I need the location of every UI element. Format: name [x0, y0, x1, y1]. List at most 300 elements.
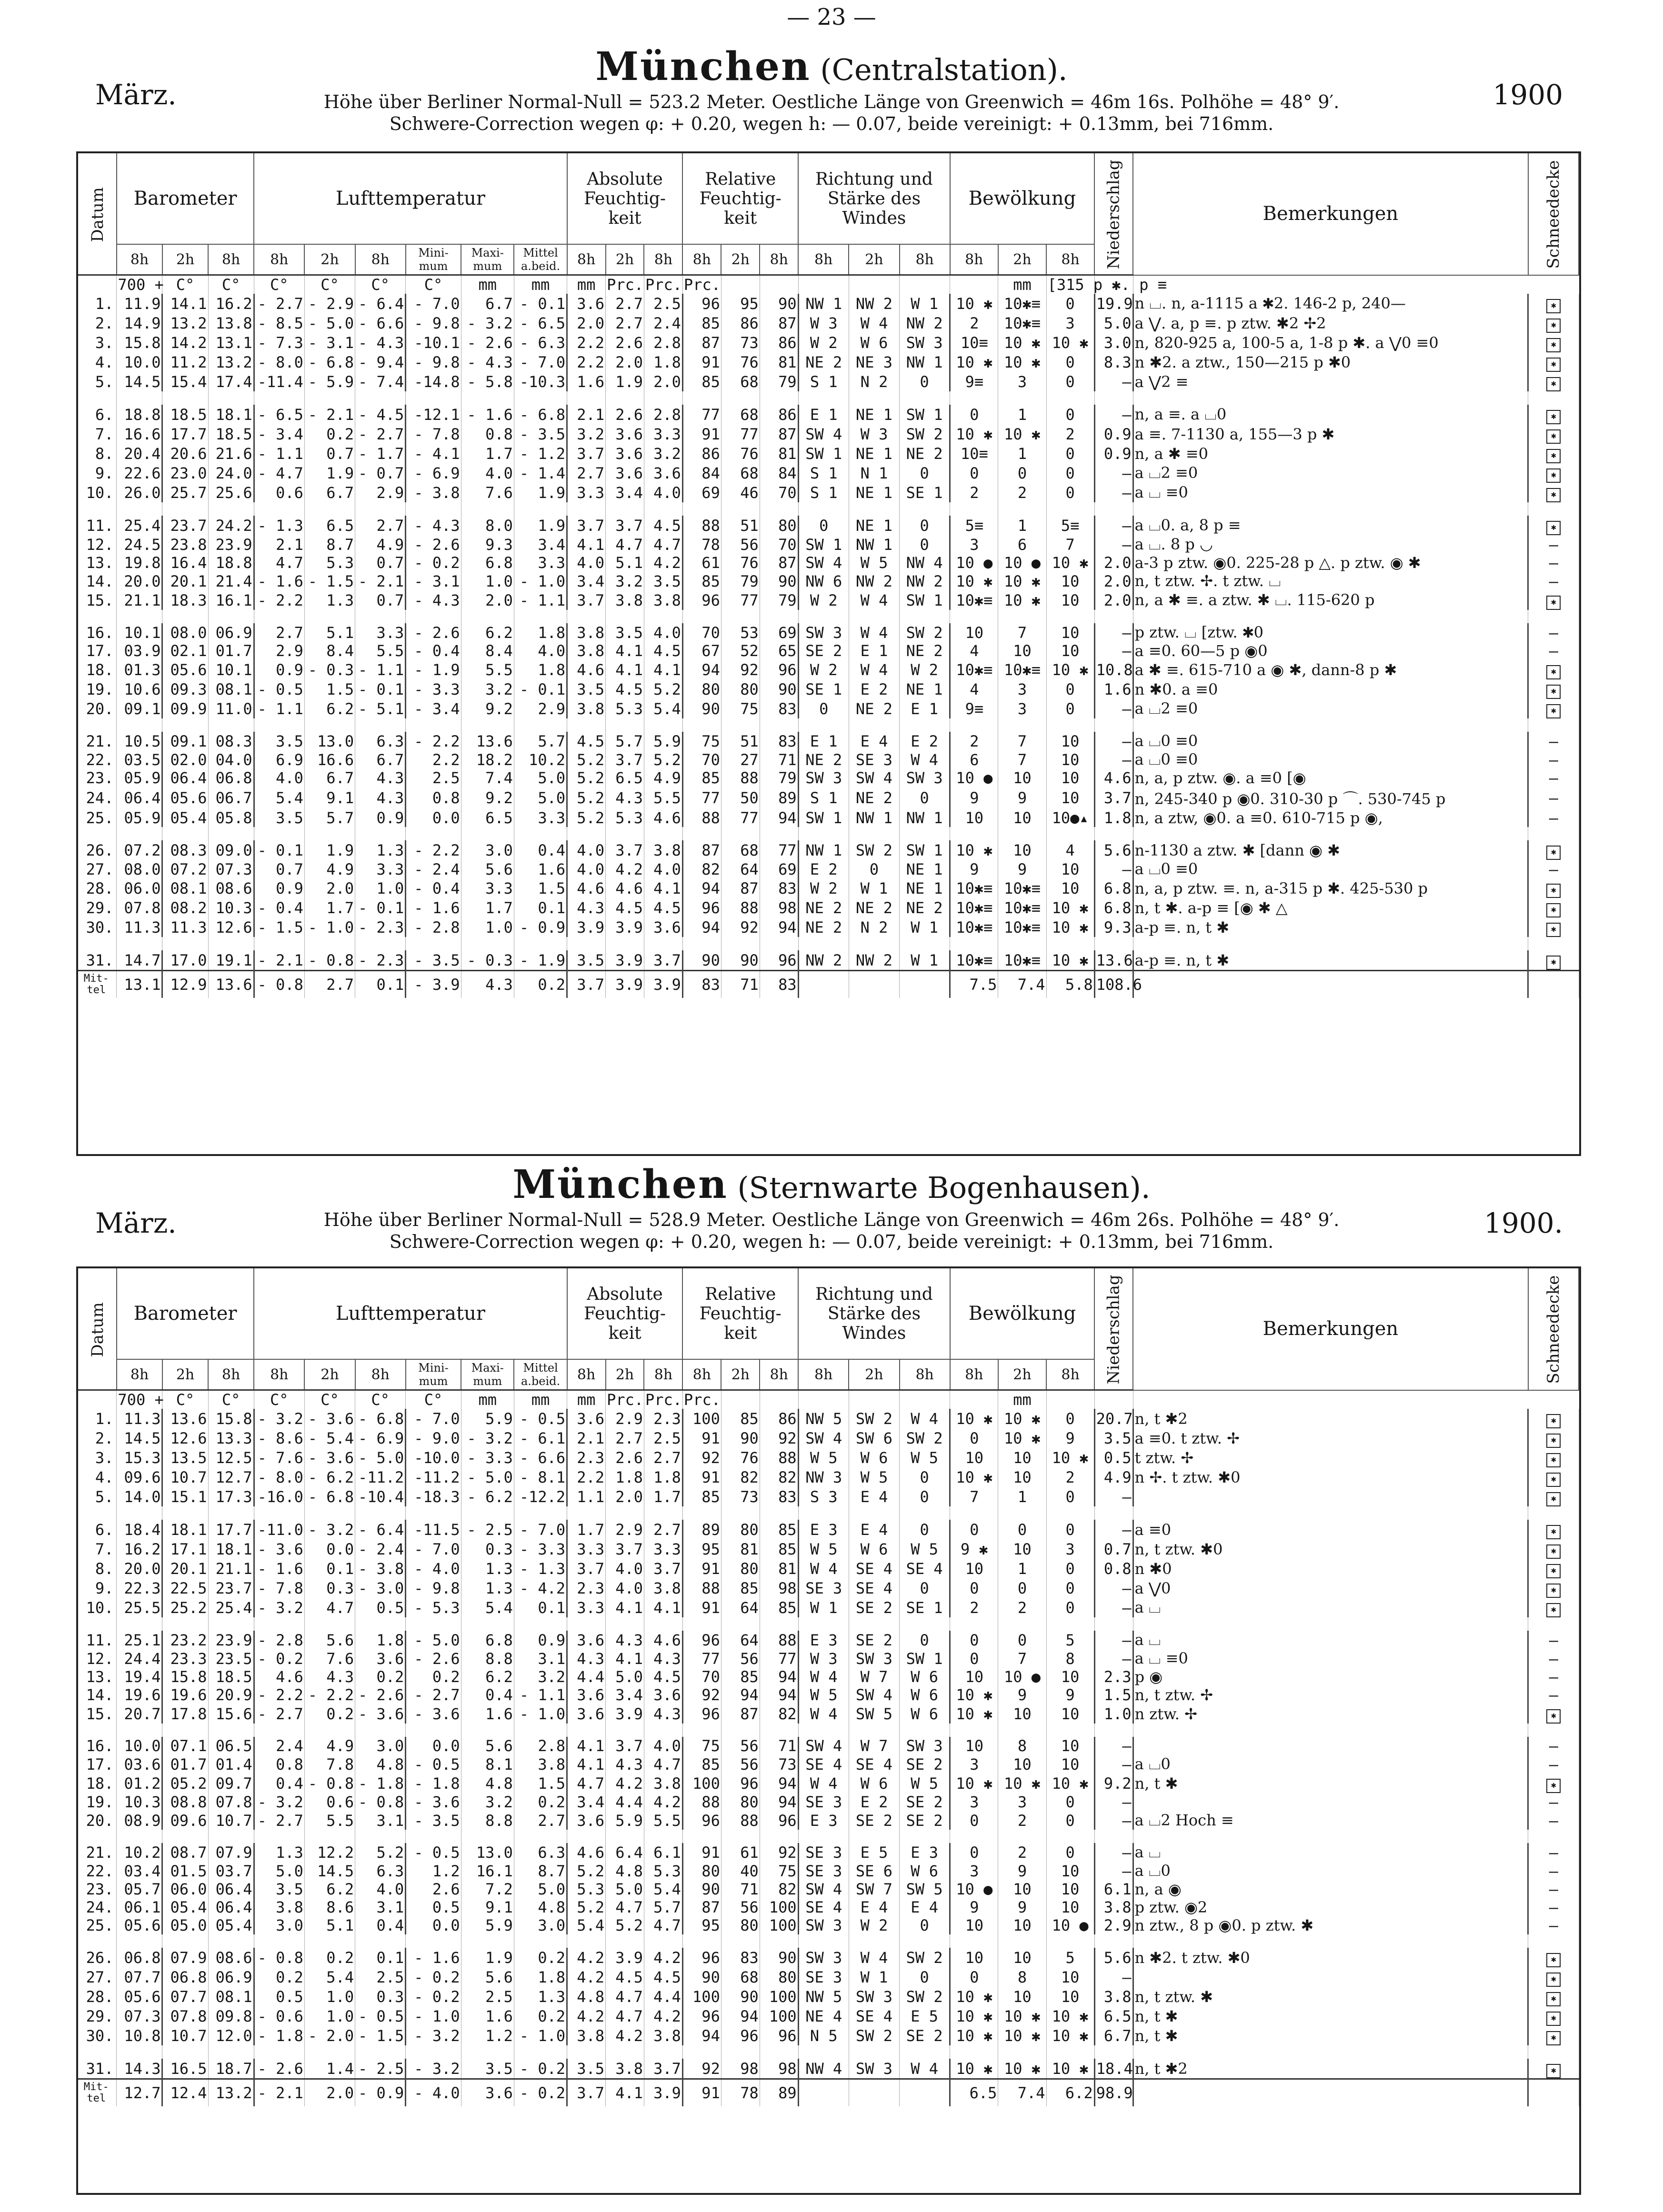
data-cell: 10 — [998, 1880, 1046, 1898]
snow-cover-cell — [1528, 878, 1579, 898]
data-cell: — — [1094, 483, 1133, 502]
data-cell: 51 — [721, 516, 760, 535]
data-cell: 90 — [721, 1428, 760, 1448]
spacer-cell — [406, 937, 461, 950]
spacer-cell — [162, 937, 208, 950]
data-cell: 76 — [721, 554, 760, 572]
data-cell: W 1 — [900, 917, 950, 937]
data-cell: 5.5 — [644, 1811, 682, 1830]
data-cell: - 7.0 — [406, 1539, 461, 1559]
data-cell: 90 — [682, 950, 721, 971]
remark-cell: n ✱0. a ≡0 — [1133, 679, 1528, 699]
data-cell: — — [1094, 372, 1133, 391]
remark-cell: a ⌴. 8 p ◡ — [1133, 535, 1528, 554]
spacer-cell — [254, 391, 304, 405]
snow-cover-icon: ✱ — [1546, 923, 1561, 937]
data-cell: 15.8 — [162, 1668, 208, 1686]
data-cell: 10✱≡ — [998, 294, 1046, 313]
data-cell: 90 — [721, 950, 760, 971]
data-cell: - 1.1 — [355, 660, 406, 679]
data-cell: 3 — [950, 1793, 998, 1811]
data-cell: 24. — [78, 1898, 117, 1916]
data-cell: - 2.5 — [461, 1520, 514, 1539]
mittel-cell: 7.5 — [950, 971, 998, 998]
data-cell: 5≡ — [1046, 516, 1094, 535]
header-sub-label: 2h — [606, 244, 644, 275]
data-cell: SW 5 — [900, 1880, 950, 1898]
data-cell: - 0.1 — [355, 898, 406, 917]
units-cell: mm — [461, 1390, 514, 1409]
remark-cell: a ⌴0. a, 8 p ≡ — [1133, 516, 1528, 535]
spacer-cell — [1133, 1506, 1528, 1520]
header-wind: Richtung und Stärke des Windes — [798, 1268, 950, 1359]
units-cell: mm — [567, 275, 606, 294]
snow-cover-cell — [1528, 516, 1579, 535]
data-cell: 94 — [760, 809, 798, 827]
table-row — [78, 483, 1579, 502]
units-cell: 700 + — [117, 275, 162, 294]
spacer-cell — [760, 2045, 798, 2059]
data-cell: 19.1 — [208, 950, 254, 971]
spacer-cell — [78, 1506, 117, 1520]
data-cell: 2.9 — [355, 483, 406, 502]
data-cell: 17. — [78, 1755, 117, 1774]
data-cell: 23.8 — [162, 535, 208, 554]
data-cell: 8.0 — [461, 516, 514, 535]
snow-cover-icon: ✱ — [1546, 903, 1561, 917]
data-cell: 0 — [950, 1520, 998, 1539]
units-cell — [721, 1390, 760, 1409]
data-cell: 5.7 — [304, 809, 355, 827]
table-row — [78, 1631, 1579, 1649]
units-cell: C° — [406, 275, 461, 294]
data-cell: - 2.0 — [304, 2026, 355, 2045]
spacer-cell — [644, 391, 682, 405]
data-cell: 8. — [78, 444, 117, 463]
data-cell: 80 — [721, 1916, 760, 1934]
data-cell: 21.1 — [117, 590, 162, 610]
data-cell: 7.6 — [461, 483, 514, 502]
data-cell: 4.6 — [644, 809, 682, 827]
data-cell: 13. — [78, 1668, 117, 1686]
mittel-cell: 7.4 — [998, 971, 1046, 998]
units-cell: C° — [254, 275, 304, 294]
data-cell: 0.2 — [514, 1948, 567, 1967]
data-cell: 0 — [798, 516, 849, 535]
snow-cover-icon: ✱ — [1546, 1584, 1561, 1598]
data-cell: SE 2 — [798, 642, 849, 660]
spacer-cell — [1528, 2045, 1579, 2059]
data-cell: 4. — [78, 352, 117, 372]
data-cell: SW 3 — [798, 1916, 849, 1934]
spacer-cell — [514, 718, 567, 732]
snow-cover-cell — [1528, 405, 1579, 424]
data-cell: - 2.4 — [406, 860, 461, 878]
spacer-cell — [254, 2045, 304, 2059]
data-cell: 3.5 — [567, 679, 606, 699]
data-cell: 90 — [760, 572, 798, 590]
snow-cover-cell — [1528, 1948, 1579, 1967]
spacer-cell — [304, 2045, 355, 2059]
data-cell: 4.1 — [567, 1755, 606, 1774]
data-cell: - 2.7 — [254, 1811, 304, 1830]
data-cell: 6.7 — [355, 750, 406, 769]
data-cell: 30. — [78, 2026, 117, 2045]
data-cell: 4.7 — [644, 535, 682, 554]
header-datum: Datum — [78, 1268, 117, 1390]
data-cell: 3 — [998, 679, 1046, 699]
data-cell: SW 3 — [849, 2059, 899, 2079]
data-cell: W 4 — [849, 1948, 899, 1967]
table-row — [78, 1598, 1579, 1617]
data-cell: 94 — [682, 878, 721, 898]
data-cell: 08.3 — [162, 840, 208, 860]
snow-cover-icon: ✱ — [1546, 521, 1561, 535]
data-cell: - 6.4 — [355, 294, 406, 313]
data-cell: 0.7 — [254, 860, 304, 878]
spacer-cell — [117, 1617, 162, 1631]
data-cell: 06.7 — [208, 787, 254, 809]
snow-cover-cell — [1528, 1967, 1579, 1987]
data-cell: 1.5 — [514, 1774, 567, 1793]
data-cell: 10 — [1046, 623, 1094, 642]
data-cell: E 1 — [849, 642, 899, 660]
snow-cover-cell: — — [1528, 642, 1579, 660]
table-row — [78, 1948, 1579, 1967]
data-cell: 4.1 — [567, 535, 606, 554]
units-cell: C° — [254, 1390, 304, 1409]
mittel-cell — [900, 971, 950, 998]
spacer-cell — [798, 1506, 849, 1520]
data-cell: W 3 — [798, 313, 849, 333]
remark-cell: a ⌴0 ≡0 — [1133, 750, 1528, 769]
data-cell: 10 ✱ — [1046, 660, 1094, 679]
spacer-cell — [798, 502, 849, 516]
data-cell: 0 — [998, 1578, 1046, 1598]
data-cell: 91 — [682, 1598, 721, 1617]
table-row — [78, 860, 1579, 878]
data-cell: 8.7 — [304, 535, 355, 554]
data-cell: W 5 — [900, 1774, 950, 1793]
data-cell: 24. — [78, 787, 117, 809]
units-cell — [1046, 1390, 1094, 1409]
data-cell: 3 — [998, 1793, 1046, 1811]
data-cell: 25.2 — [162, 1598, 208, 1617]
remark-cell: n, a, p ztw. ◉. a ≡0 [◉ — [1133, 769, 1528, 787]
data-cell: 4.2 — [644, 1793, 682, 1811]
data-cell: 4.3 — [567, 898, 606, 917]
snow-cover-cell — [1528, 1409, 1579, 1428]
data-cell: SW 3 — [798, 623, 849, 642]
snow-cover-cell — [1528, 1448, 1579, 1467]
data-cell: - 3.8 — [355, 1559, 406, 1578]
data-cell: - 3.3 — [461, 1448, 514, 1467]
data-cell: 9 — [1046, 1686, 1094, 1704]
data-cell: 2.7 — [355, 516, 406, 535]
data-cell: 6.1 — [1094, 1880, 1133, 1898]
data-cell: 15.6 — [208, 1704, 254, 1724]
data-cell: 3 — [1046, 1539, 1094, 1559]
spacer-cell — [355, 1724, 406, 1737]
remark-cell: a ⌴2 ≡0 — [1133, 699, 1528, 718]
data-cell: - 2.4 — [355, 1539, 406, 1559]
data-cell: 82 — [760, 1467, 798, 1487]
data-cell: - 0.1 — [514, 679, 567, 699]
page-number: — 23 — — [787, 4, 876, 30]
data-cell: 0.0 — [406, 1737, 461, 1755]
header-sub-label: Maxi-mum — [461, 1359, 514, 1390]
data-cell: 5.9 — [644, 732, 682, 750]
spacer-cell — [1133, 1724, 1528, 1737]
data-cell: 5.2 — [644, 750, 682, 769]
data-cell: 0.5 — [254, 1987, 304, 2006]
data-cell: 23.0 — [162, 463, 208, 483]
data-cell: — — [1094, 1520, 1133, 1539]
data-cell: 80 — [721, 1559, 760, 1578]
data-cell: 4.2 — [606, 2026, 644, 2045]
data-cell: 10.3 — [208, 898, 254, 917]
data-cell: NW 2 — [849, 572, 899, 590]
data-cell: 4.6 — [1094, 769, 1133, 787]
data-cell: - 4.3 — [406, 590, 461, 610]
data-cell: 4.1 — [567, 1737, 606, 1755]
header-sub-label: 8h — [567, 244, 606, 275]
data-cell: 24.2 — [208, 516, 254, 535]
data-cell: 0.1 — [514, 898, 567, 917]
data-cell: 19.6 — [117, 1686, 162, 1704]
spacer-cell — [998, 937, 1046, 950]
data-cell: 10 ✱ — [950, 1774, 998, 1793]
units-cell — [849, 275, 899, 294]
spacer-cell — [162, 502, 208, 516]
data-cell: 10✱≡ — [950, 917, 998, 937]
data-cell: 17.7 — [162, 424, 208, 444]
units-cell: Prc. — [644, 275, 682, 294]
data-cell: E 3 — [798, 1631, 849, 1649]
data-cell: 0.9 — [254, 660, 304, 679]
spacer-cell — [514, 1617, 567, 1631]
units-cell: Prc. — [682, 275, 721, 294]
data-cell: 12.6 — [162, 1428, 208, 1448]
spacer-cell — [606, 2045, 644, 2059]
data-cell: 1 — [998, 516, 1046, 535]
data-cell: 25.6 — [208, 483, 254, 502]
data-cell: 92 — [721, 917, 760, 937]
snow-cover-icon: ✱ — [1546, 1992, 1561, 2006]
data-cell: 18.8 — [117, 405, 162, 424]
spacer-cell — [1528, 610, 1579, 623]
data-cell: 3.1 — [355, 1811, 406, 1830]
data-cell: 0 — [950, 1843, 998, 1862]
data-cell: 0 — [1046, 352, 1094, 372]
data-cell: 79 — [760, 590, 798, 610]
data-cell: 0.9 — [355, 809, 406, 827]
data-cell: SW 4 — [798, 1428, 849, 1448]
data-cell: — — [1094, 642, 1133, 660]
data-cell: 91 — [682, 1843, 721, 1862]
data-cell: 2.5 — [644, 294, 682, 313]
data-cell: - 2.6 — [461, 333, 514, 352]
data-cell: 10 — [1046, 1755, 1094, 1774]
data-cell: 2.0 — [644, 372, 682, 391]
spacer-cell — [682, 502, 721, 516]
data-cell: 3.3 — [355, 860, 406, 878]
data-cell: 2.9 — [1094, 1916, 1133, 1934]
data-cell: 2.5 — [355, 1967, 406, 1987]
data-cell: - 2.1 — [355, 572, 406, 590]
spacer-cell — [162, 610, 208, 623]
data-cell: 2.3 — [567, 1448, 606, 1467]
remark-cell: p ztw. ◉2 — [1133, 1898, 1528, 1916]
data-cell: - 3.6 — [254, 1539, 304, 1559]
data-cell: NE 2 — [900, 642, 950, 660]
snow-cover-icon: ✱ — [1546, 488, 1561, 502]
mittel-cell: 12.9 — [162, 971, 208, 998]
units-cell: Prc. — [606, 1390, 644, 1409]
data-cell: 5.1 — [304, 623, 355, 642]
data-cell: 86 — [760, 333, 798, 352]
data-cell: 10 ✱ — [1046, 2006, 1094, 2026]
data-cell: 4.9 — [355, 535, 406, 554]
data-cell: 96 — [682, 1704, 721, 1724]
data-cell: 3.5 — [461, 2059, 514, 2079]
data-table — [78, 1268, 1579, 2106]
spacer-cell — [406, 502, 461, 516]
data-cell: 10 — [998, 1755, 1046, 1774]
spacer-cell — [304, 827, 355, 840]
data-cell: 0 — [950, 1649, 998, 1668]
data-cell: 2.5 — [461, 1987, 514, 2006]
data-cell: 68 — [721, 463, 760, 483]
data-cell: SW 1 — [900, 590, 950, 610]
data-cell: 5.3 — [644, 1862, 682, 1880]
data-cell: 3.6 — [644, 1686, 682, 1704]
table-row — [78, 679, 1579, 699]
spacer-cell — [355, 502, 406, 516]
spacer-cell — [950, 1617, 998, 1631]
data-cell: 9.3 — [461, 535, 514, 554]
spacer-cell — [721, 1724, 760, 1737]
data-cell: 0.3 — [355, 1987, 406, 2006]
data-cell: 3.6 — [567, 1631, 606, 1649]
data-cell: 1.0 — [355, 878, 406, 898]
snow-cover-icon: ✱ — [1546, 449, 1561, 463]
spacer-cell — [721, 718, 760, 732]
data-cell: 91 — [682, 1559, 721, 1578]
mittel-cell: - 0.8 — [254, 971, 304, 998]
data-cell: W 4 — [849, 660, 899, 679]
data-cell: 03.6 — [117, 1755, 162, 1774]
data-cell: 07.2 — [117, 840, 162, 860]
data-cell: 96 — [721, 1774, 760, 1793]
header-lufttemperatur: Lufttemperatur — [254, 1268, 567, 1359]
data-cell: 07.9 — [162, 1948, 208, 1967]
data-cell: W 5 — [900, 1448, 950, 1467]
data-cell: 0.1 — [514, 1598, 567, 1617]
data-cell: 92 — [721, 660, 760, 679]
mittel-cell: 6.5 — [950, 2079, 998, 2107]
remark-cell: a ⌴0 ≡0 — [1133, 732, 1528, 750]
data-cell: 3.7 — [644, 1559, 682, 1578]
data-cell: 20. — [78, 699, 117, 718]
remark-cell: n-1130 a ztw. ✱ [dann ◉ ✱ — [1133, 840, 1528, 860]
snow-cover-cell — [1528, 2006, 1579, 2026]
header-sub-label: Mittel a.beid. — [514, 1359, 567, 1390]
data-cell: 10✱≡ — [950, 878, 998, 898]
mittel-cell: 2.7 — [304, 971, 355, 998]
year-label-2: 1900. — [1483, 1207, 1563, 1239]
data-cell: 7.6 — [304, 1649, 355, 1668]
header-sub-label: Mini-mum — [406, 244, 461, 275]
data-cell: W 2 — [798, 660, 849, 679]
data-cell: 3.8 — [1094, 1987, 1133, 2006]
snow-cover-cell — [1528, 1578, 1579, 1598]
data-cell: - 3.2 — [254, 1793, 304, 1811]
mittel-label: Mit-tel — [78, 2079, 117, 2107]
units-cell: C° — [304, 1390, 355, 1409]
data-cell: 68 — [721, 840, 760, 860]
spacer-cell — [721, 827, 760, 840]
spacer-cell — [1094, 1506, 1133, 1520]
data-cell: 2.5 — [644, 1428, 682, 1448]
spacer-cell — [849, 827, 899, 840]
data-cell: 3.0 — [1094, 333, 1133, 352]
spacer-cell — [117, 827, 162, 840]
data-cell: 73 — [721, 1487, 760, 1506]
data-cell: 1.5 — [1094, 1686, 1133, 1704]
spacer-cell — [1133, 1617, 1528, 1631]
data-cell: 1.6 — [461, 1704, 514, 1724]
data-cell: - 4.1 — [406, 444, 461, 463]
spacer-cell — [682, 1506, 721, 1520]
data-cell: 8.6 — [304, 1898, 355, 1916]
data-cell: 11.3 — [117, 917, 162, 937]
data-cell: 3.5 — [567, 2059, 606, 2079]
data-cell: 21.6 — [208, 444, 254, 463]
data-cell: 1.9 — [514, 483, 567, 502]
data-cell: 4.6 — [567, 1843, 606, 1862]
spacer-cell — [900, 1724, 950, 1737]
data-cell: 69 — [760, 860, 798, 878]
spacer-cell — [721, 391, 760, 405]
data-cell: - 0.4 — [406, 642, 461, 660]
snow-cover-cell: — — [1528, 1631, 1579, 1649]
data-cell: 5.0 — [254, 1862, 304, 1880]
remark-cell: n ✢. t ztw. ✱0 — [1133, 1467, 1528, 1487]
snow-cover-cell — [1528, 898, 1579, 917]
data-cell: 11.9 — [117, 294, 162, 313]
data-cell: 3.0 — [461, 840, 514, 860]
spacer-cell — [117, 718, 162, 732]
spacer-cell — [606, 827, 644, 840]
data-cell: — — [1094, 750, 1133, 769]
data-cell: 0 — [1046, 699, 1094, 718]
mittel-cell: 3.9 — [644, 2079, 682, 2107]
data-cell: 77 — [682, 1649, 721, 1668]
data-cell: - 0.6 — [254, 2006, 304, 2026]
data-cell: - 1.9 — [406, 660, 461, 679]
data-cell: - 0.8 — [254, 1948, 304, 1967]
data-cell: 83 — [760, 699, 798, 718]
data-cell: 3.6 — [567, 1686, 606, 1704]
data-cell: 10 ✱ — [1046, 898, 1094, 917]
data-cell: W 6 — [849, 1774, 899, 1793]
data-cell: 10 — [998, 809, 1046, 827]
data-cell: 14.5 — [304, 1862, 355, 1880]
data-cell: 6.3 — [514, 1843, 567, 1862]
data-cell: 1.8 — [1094, 809, 1133, 827]
spacer-cell — [304, 1830, 355, 1843]
